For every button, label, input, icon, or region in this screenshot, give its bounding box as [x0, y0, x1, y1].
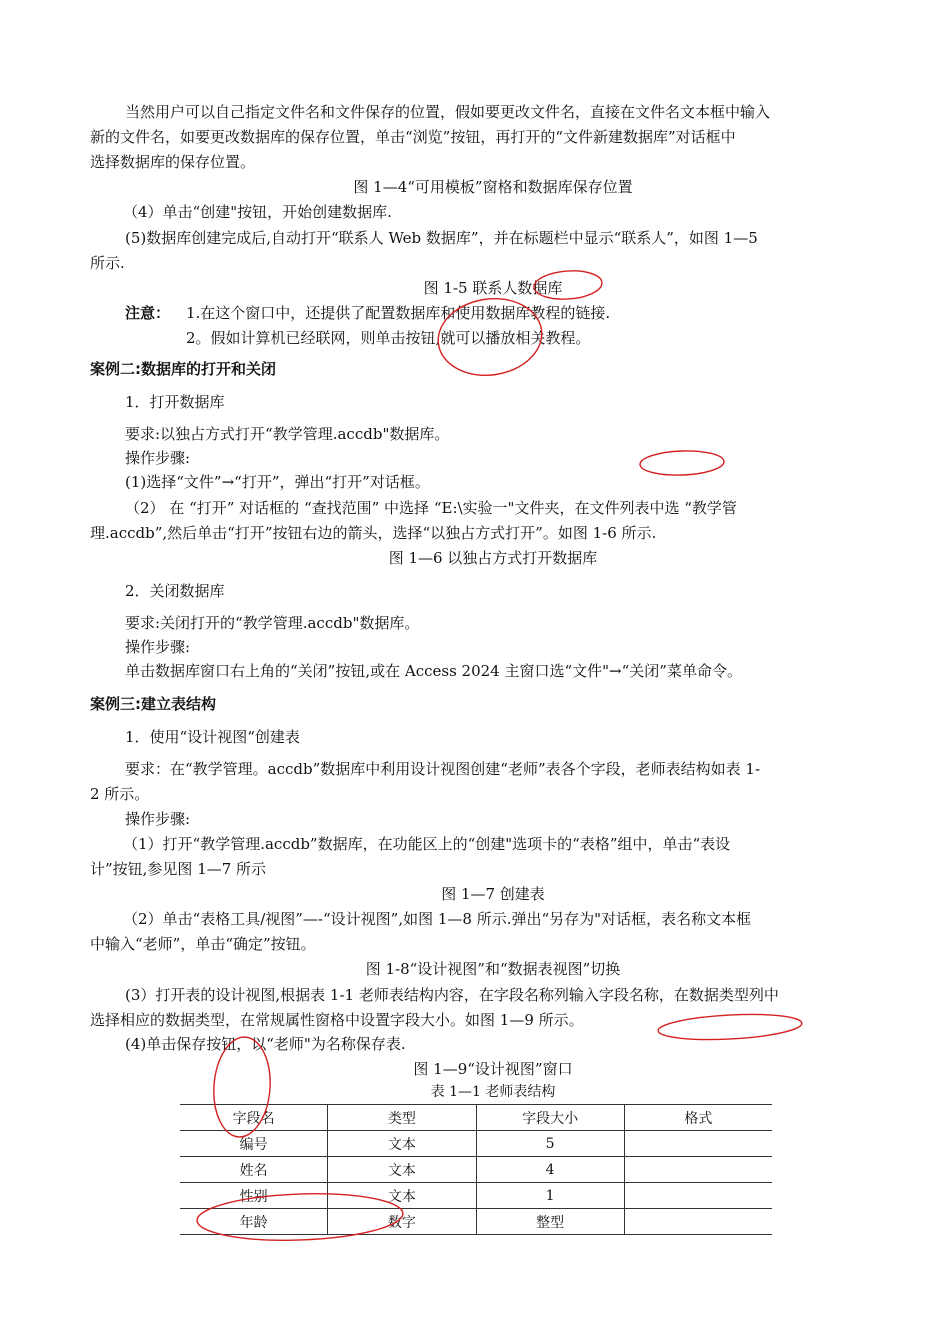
- subsection-heading: 1．使用“设计视图“创建表: [125, 728, 300, 746]
- paragraph-line: （1）打开“教学管理.accdb”数据库，在功能区上的“创建"选项卡的“表格”组中，单击“表设: [123, 835, 731, 853]
- paragraph-line: 要求:以独占方式打开“教学管理.accdb"数据库。: [125, 425, 450, 443]
- table-cell: 4: [476, 1157, 624, 1183]
- paragraph-line: 选择数据库的保存位置。: [90, 153, 256, 171]
- table-cell: [624, 1209, 772, 1235]
- paragraph-line: 要求:关闭打开的“教学管理.accdb"数据库。: [125, 614, 420, 632]
- table-row: [180, 1183, 772, 1209]
- table-header-cell: 类型: [328, 1105, 476, 1131]
- table-cell: 性别: [180, 1183, 328, 1209]
- table-caption: 表 1—1 老师表结构: [430, 1084, 556, 1100]
- paragraph-line: (3）打开表的设计视图,根据表 1-1 老师表结构内容，在字段名称列输入字段名称，在数据类型列中: [125, 986, 779, 1004]
- table-row: [180, 1209, 772, 1235]
- paragraph-line: (1)选择“文件”→“打开”，弹出“打开”对话框。: [125, 473, 430, 491]
- figure-caption: 图 1-5 联系人数据库: [423, 279, 563, 297]
- table-row: [180, 1157, 772, 1183]
- section-heading: 案例二:数据库的打开和关闭: [90, 360, 276, 378]
- table-cell: 整型: [476, 1209, 624, 1235]
- table-row: [180, 1131, 772, 1157]
- table-cell: 1: [476, 1183, 624, 1209]
- table-header-cell: 字段名: [180, 1105, 328, 1131]
- paragraph-line: 新的文件名，如要更改数据库的保存位置，单击“浏览”按钮，再打开的“文件新建数据库”对话框中: [90, 128, 736, 146]
- paragraph-line: 操作步骤:: [125, 638, 191, 656]
- table-cell: 文本: [328, 1183, 476, 1209]
- figure-caption: 图 1—9“设计视图”窗口: [413, 1060, 573, 1078]
- paragraph-line: (4)单击保存按钮，以“老师"为名称保存表.: [125, 1035, 406, 1053]
- table-cell: 文本: [328, 1131, 476, 1157]
- table-cell: 姓名: [180, 1157, 328, 1183]
- table-cell: 年龄: [180, 1209, 328, 1235]
- table-cell: 数字: [328, 1209, 476, 1235]
- table-header-row: [180, 1105, 772, 1131]
- table-cell: 5: [476, 1131, 624, 1157]
- section-heading: 案例三:建立表结构: [90, 695, 216, 713]
- note-item: 1.在这个窗口中，还提供了配置数据库和使用数据库教程的链接.: [186, 304, 611, 322]
- table-header-cell: 格式: [624, 1105, 772, 1131]
- paragraph-line: 理.accdb”,然后单击“打开”按钮右边的箭头，选择“以独占方式打开”。如图 1-6 所示.: [90, 524, 657, 542]
- figure-caption: 图 1—6 以独占方式打开数据库: [388, 549, 598, 567]
- red-ellipse-annotation: [657, 1011, 802, 1043]
- figure-caption: 图 1—4“可用模板”窗格和数据库保存位置: [353, 178, 633, 196]
- red-ellipse-annotation: [640, 450, 725, 477]
- paragraph-line: 单击数据库窗口右上角的“关闭”按钮,或在 Access 2024 主窗口选“文件"→“关闭”菜单命令。: [125, 662, 742, 680]
- paragraph-line: 当然用户可以自己指定文件名和文件保存的位置，假如要更改文件名，直接在文件名文本框中输入: [125, 103, 771, 121]
- subsection-heading: 2．关闭数据库: [125, 582, 225, 600]
- figure-caption: 图 1-8“设计视图”和“数据表视图”切换: [365, 960, 621, 978]
- paragraph-line: （2）单击“表格工具/视图”—-“设计视图”,如图 1—8 所示.弹出“另存为"对话框，表名称文本框: [123, 910, 752, 928]
- paragraph-line: （2） 在 “打开” 对话框的 “查找范围” 中选择 “E:\实验一"文件夹，在文件列表中选 “教学管: [125, 499, 737, 517]
- paragraph-line: (5)数据库创建完成后,自动打开“联系人 Web 数据库”，并在标题栏中显示“联系人”，如图 1—5: [125, 229, 758, 247]
- table-header-cell: 字段大小: [476, 1105, 624, 1131]
- table-cell: 编号: [180, 1131, 328, 1157]
- paragraph-line: 要求：在“教学管理。accdb”数据库中利用设计视图创建“老师”表各个字段，老师表结构如表 1-: [125, 760, 761, 778]
- paragraph-line: （4）单击“创建"按钮，开始创建数据库.: [123, 203, 392, 221]
- table-cell: [624, 1183, 772, 1209]
- teacher-structure-table: [180, 1104, 772, 1235]
- paragraph-line: 2 所示。: [90, 785, 150, 803]
- subsection-heading: 1．打开数据库: [125, 393, 225, 411]
- paragraph-line: 计”按钮,参见图 1—7 所示: [90, 860, 267, 878]
- table-cell: [624, 1131, 772, 1157]
- figure-caption: 图 1—7 创建表: [441, 885, 545, 903]
- note-label: 注意：: [125, 304, 171, 322]
- note-item: 2。假如计算机已经联网，则单击按钮,就可以播放相关教程。: [186, 329, 591, 347]
- paragraph-line: 选择相应的数据类型，在常规属性窗格中设置字段大小。如图 1—9 所示。: [90, 1011, 584, 1029]
- paragraph-line: 中输入“老师”，单击“确定”按钮。: [90, 935, 316, 953]
- table-cell: [624, 1157, 772, 1183]
- paragraph-line: 所示.: [90, 254, 125, 272]
- paragraph-line: 操作步骤:: [125, 810, 191, 828]
- table-cell: 文本: [328, 1157, 476, 1183]
- paragraph-line: 操作步骤:: [125, 449, 191, 467]
